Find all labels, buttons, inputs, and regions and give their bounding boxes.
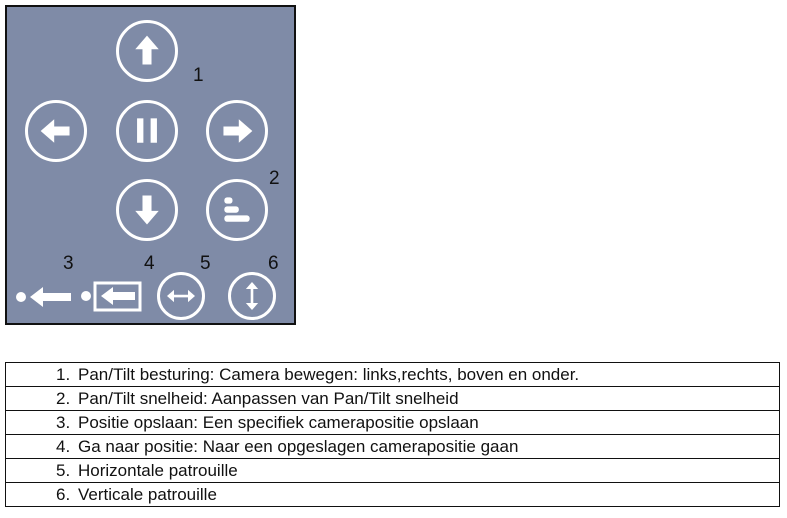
label-1: 1: [193, 65, 204, 86]
legend-row: [6, 483, 780, 507]
legend-row: [6, 387, 780, 411]
legend-number: 3.: [56, 413, 71, 432]
arrow-up-icon: [119, 23, 175, 79]
horizontal-arrows-icon: [160, 275, 202, 317]
legend-number: 5.: [56, 461, 71, 480]
ptz-control-panel: [5, 5, 296, 325]
legend-number: 2.: [56, 389, 71, 408]
goto-position-icon: [79, 279, 143, 313]
speed-bars-icon: [209, 182, 265, 238]
label-4: 4: [144, 253, 155, 274]
horizontal-patrol-button[interactable]: [157, 272, 205, 320]
label-6: 6: [268, 253, 279, 274]
pan-left-button[interactable]: [25, 100, 87, 162]
legend-row: [6, 363, 780, 387]
legend-text: Verticale patrouille: [78, 485, 217, 504]
legend-row: [6, 411, 780, 435]
legend-text: Horizontale patrouille: [78, 461, 238, 480]
legend-number: 6.: [56, 485, 71, 504]
pan-up-button[interactable]: [116, 20, 178, 82]
legend-number: 1.: [56, 365, 71, 384]
pan-right-button[interactable]: [206, 100, 268, 162]
label-5: 5: [200, 253, 211, 274]
arrow-right-icon: [209, 103, 265, 159]
pan-down-button[interactable]: [116, 179, 178, 241]
legend-text: Positie opslaan: Een specifiek camerapositie opslaan: [78, 413, 479, 432]
pan-tilt-speed-button[interactable]: [206, 179, 268, 241]
legend-text: Pan/Tilt snelheid: Aanpassen van Pan/Tilt snelheid: [78, 389, 459, 408]
legend-text: Ga naar positie: Naar een opgeslagen camerapositie gaan: [78, 437, 519, 456]
legend-text: Pan/Tilt besturing: Camera bewegen: links,rechts, boven en onder.: [78, 365, 580, 384]
pause-button[interactable]: [116, 100, 178, 162]
label-3: 3: [63, 253, 74, 274]
save-position-icon: [13, 283, 73, 309]
label-2: 2: [269, 168, 280, 189]
legend-table: [5, 362, 780, 507]
pause-icon: [119, 103, 175, 159]
arrow-down-icon: [119, 182, 175, 238]
arrow-left-icon: [28, 103, 84, 159]
legend-number: 4.: [56, 437, 71, 456]
vertical-patrol-button[interactable]: [228, 272, 276, 320]
goto-position-button[interactable]: [79, 279, 143, 313]
legend-row: [6, 459, 780, 483]
legend-row: [6, 435, 780, 459]
save-position-button[interactable]: [13, 283, 73, 309]
vertical-arrows-icon: [231, 275, 273, 317]
